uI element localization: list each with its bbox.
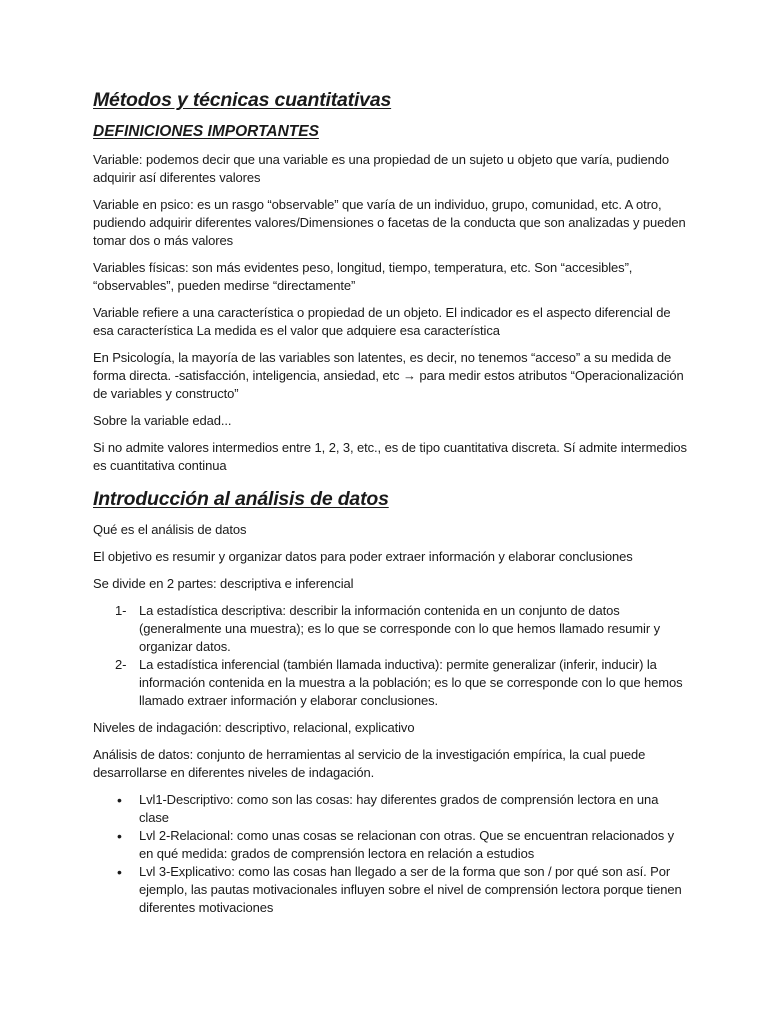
section-heading-definitions: DEFINICIONES IMPORTANTES xyxy=(93,123,319,140)
list-item-text: Lvl 2-Relacional: como unas cosas se relacionan con otras. Que se encuentran relacionados y en qué medida: grados de comprensión lectora en relación a estudios xyxy=(139,828,675,861)
list-item-text: Lvl 3-Explicativo: como las cosas han llegado a ser de la forma que son / por qué son así. Por ejemplo, las pautas motivacionales influyen sobre el nivel de comprensión lectora porque tienen diferentes motivaciones xyxy=(139,864,682,915)
paragraph-se-divide: Se divide en 2 partes: descriptiva e inferencial xyxy=(93,576,354,591)
bullet-list xyxy=(93,791,688,917)
list-item-text: La estadística descriptiva: describir la información contenida en un conjunto de datos (generalmente una muestra); es lo que se corresponde con lo que hemos llamado resumir y organizar datos. xyxy=(139,603,660,654)
paragraph-variable-edad: Sobre la variable edad... xyxy=(93,413,232,428)
paragraph-variable-psico: Variable en psico: es un rasgo “observable” que varía de un individuo, grupo, comunidad, etc. A otro, pudiendo adquirir diferentes valores/Dimensiones o facetas de la conducta que son analizadas y pueden tomar dos o más valores xyxy=(93,197,686,248)
paragraph-variable-indicador: Variable refiere a una característica o propiedad de un objeto. El indicador es el aspecto diferencial de esa característica La medida es el valor que adquiere esa característica xyxy=(93,305,671,338)
section-title-analisis: Introducción al análisis de datos xyxy=(93,488,389,510)
list-item-marker: 2- xyxy=(115,657,127,672)
numbered-list xyxy=(93,602,688,710)
paragraph-niveles: Niveles de indagación: descriptivo, relacional, explicativo xyxy=(93,720,415,735)
paragraph-analisis-datos: Análisis de datos: conjunto de herramientas al servicio de la investigación empírica, la cual puede desarrollarse en diferentes niveles de indagación. xyxy=(93,747,646,780)
list-item-text: Lvl1-Descriptivo: como son las cosas: hay diferentes grados de comprensión lectora en una clase xyxy=(139,792,659,825)
paragraph-variable: Variable: podemos decir que una variable es una propiedad de un sujeto u objeto que varía, pudiendo adquirir así diferentes valores xyxy=(93,152,670,185)
paragraph-discreta-continua: Si no admite valores intermedios entre 1, 2, 3, etc., es de tipo cuantitativa discreta. Sí admite intermedios es cuantitativa continua xyxy=(93,440,687,473)
paragraph-psicologia-latentes: En Psicología, la mayoría de las variables son latentes, es decir, no tenemos “acceso” a su medida de forma directa. -satisfacción, inteligencia, ansiedad, etc → para medir estos atributos “Operacionalización de variables y constructo” xyxy=(93,350,684,401)
list-item-marker: 1- xyxy=(115,603,127,618)
paragraph-que-es: Qué es el análisis de datos xyxy=(93,522,247,537)
list-item xyxy=(93,791,688,827)
bullet-marker: • xyxy=(117,792,122,808)
bullet-marker: • xyxy=(117,864,122,880)
list-item xyxy=(93,863,688,917)
list-item xyxy=(93,602,688,656)
list-item xyxy=(93,656,688,710)
paragraph-variables-fisicas: Variables físicas: son más evidentes peso, longitud, tiempo, temperatura, etc. Son “accesibles”, “observables”, pueden medirse “directamente” xyxy=(93,260,633,293)
list-item-text: La estadística inferencial (también llamada inductiva): permite generalizar (inferir, inducir) la información contenida en la muestra a la población; es lo que se corresponde con lo que hemos llamado extraer información y elaborar conclusiones. xyxy=(139,657,683,708)
list-item xyxy=(93,827,688,863)
bullet-marker: • xyxy=(117,828,122,844)
page-title: Métodos y técnicas cuantitativas xyxy=(93,89,392,111)
paragraph-objetivo: El objetivo es resumir y organizar datos para poder extraer información y elaborar conclusiones xyxy=(93,549,633,564)
